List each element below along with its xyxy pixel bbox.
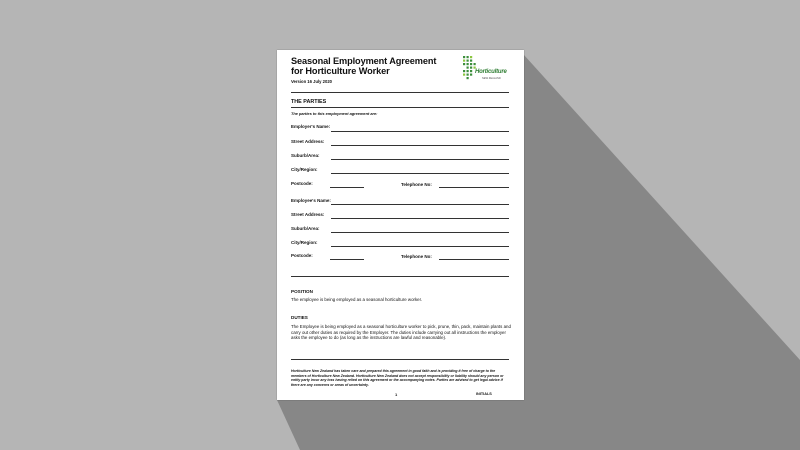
- employer-suburb-label: Suburb/Area:: [291, 153, 320, 158]
- page-number: 1: [395, 392, 398, 397]
- parties-heading-underline: [291, 107, 509, 108]
- duties-text: The Employee is being employed as a seasonal horticulture worker to pick, prune, thin, pack, maintain plants and carry out other duties as required by the Employer. The duties include carrying out all instructions the employer asks the employee to do (as long as the instructions are lawful and reasonable).: [291, 324, 511, 341]
- duties-end-divider: [291, 359, 509, 360]
- employee-suburb-label: Suburb/Area:: [291, 226, 320, 231]
- employee-name-label: Employee's Name:: [291, 198, 331, 203]
- employee-street-field[interactable]: [331, 218, 509, 219]
- employee-name-field[interactable]: [331, 204, 509, 205]
- position-text: The employee is being employed as a seasonal horticulture worker.: [291, 297, 423, 302]
- employer-street-field[interactable]: [331, 145, 509, 146]
- parties-end-divider: [291, 276, 509, 277]
- footer-disclaimer: Horticulture New Zealand has taken care and prepared this agreement in good faith and is providing it free of charge to the members of Horticulture New Zealand. Horticulture New Zealand does not accept responsibility or liability should any person or entity party incur any loss having relied on this agreement or the accompanying notes. Parties are advised to get legal advice if there are any concerns or areas of uncertainty.: [291, 369, 504, 387]
- employer-name-label: Employer's Name:: [291, 124, 331, 129]
- employee-street-label: Street Address:: [291, 212, 325, 217]
- parties-heading: THE PARTIES: [291, 99, 327, 105]
- employer-telephone-field[interactable]: [439, 187, 509, 188]
- parties-intro: The parties to this employment agreement are:: [291, 111, 378, 116]
- employer-postcode-label: Postcode:: [291, 181, 313, 186]
- initials-label: INITIALS: [476, 392, 492, 396]
- employee-city-label: City/Region:: [291, 240, 318, 245]
- position-heading: POSITION: [291, 289, 313, 294]
- duties-heading: DUTIES: [291, 315, 308, 320]
- version-text: Version 16 July 2020: [291, 79, 332, 84]
- logo-wordmark: Horticulture: [475, 69, 507, 75]
- header-divider: [291, 92, 509, 93]
- employer-telephone-label: Telephone No:: [401, 182, 432, 187]
- document-title: Seasonal Employment Agreement for Horticulture Worker: [291, 56, 437, 76]
- employer-suburb-field[interactable]: [331, 159, 509, 160]
- employer-city-label: City/Region:: [291, 167, 318, 172]
- employee-city-field[interactable]: [331, 246, 509, 247]
- employer-city-field[interactable]: [331, 173, 509, 174]
- employee-suburb-field[interactable]: [331, 232, 509, 233]
- employee-telephone-label: Telephone No:: [401, 254, 432, 259]
- logo-subtitle: NEW ZEALAND: [482, 77, 501, 80]
- employer-name-field[interactable]: [331, 131, 509, 132]
- employer-street-label: Street Address:: [291, 139, 325, 144]
- employer-postcode-field[interactable]: [330, 187, 364, 188]
- employee-postcode-label: Postcode:: [291, 253, 313, 258]
- document-page: [277, 50, 524, 400]
- employee-postcode-field[interactable]: [330, 259, 364, 260]
- employee-telephone-field[interactable]: [439, 259, 509, 260]
